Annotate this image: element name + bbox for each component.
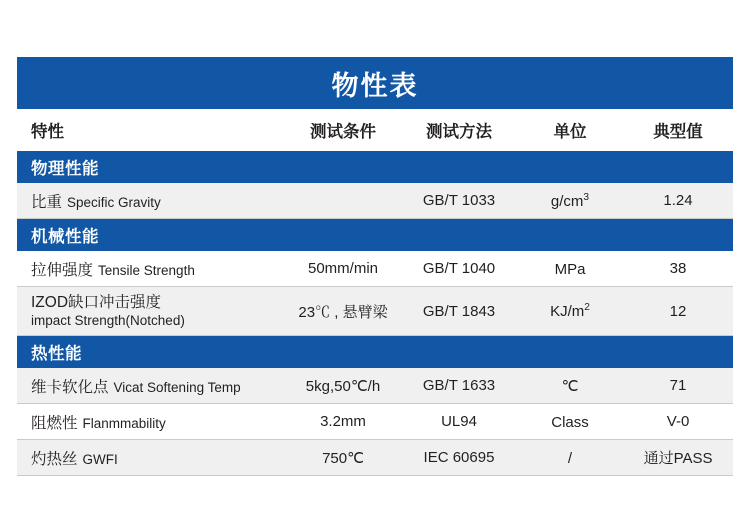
row-method: GB/T 1633 <box>401 368 517 404</box>
unit-text: MPa <box>554 260 586 278</box>
column-header-typical: 典型值 <box>623 109 733 151</box>
row-property-name <box>17 440 285 476</box>
row-method: IEC 60695 <box>401 440 517 476</box>
row-typical-value: V-0 <box>623 404 733 440</box>
row-unit <box>517 368 623 404</box>
row-property-name <box>17 251 285 287</box>
property-name-cn: 拉伸强度 <box>31 261 94 279</box>
row-unit <box>517 287 623 336</box>
section-header-mechanical <box>17 219 733 252</box>
table-container <box>17 57 733 476</box>
property-name-cn: IZOD缺口冲击强度 <box>31 293 162 311</box>
row-property-name <box>17 404 285 440</box>
row-condition: 50mm/min <box>285 251 401 287</box>
row-property-name <box>17 183 285 219</box>
row-unit <box>517 183 623 219</box>
unit-exponent: 3 <box>583 191 590 203</box>
table-row <box>17 251 733 287</box>
property-name-cn: 阻燃性 <box>31 414 78 432</box>
column-header-method: 测试方法 <box>401 109 517 151</box>
row-method: GB/T 1843 <box>401 287 517 336</box>
page-title: 物性表 <box>17 57 733 109</box>
unit-text: / <box>567 449 573 467</box>
row-typical-value: 38 <box>623 251 733 287</box>
row-typical-value: 71 <box>623 368 733 404</box>
property-name-cn: 比重 <box>31 193 63 211</box>
table-row <box>17 404 733 440</box>
property-name-cn: 维卡软化点 <box>31 378 109 396</box>
row-method: GB/T 1040 <box>401 251 517 287</box>
table-title-row <box>17 57 733 109</box>
unit-text: ℃ <box>561 377 579 395</box>
table-row <box>17 440 733 476</box>
property-name-en: impact Strength(Notched) <box>31 312 185 328</box>
row-condition <box>285 183 401 219</box>
row-condition: 3.2mm <box>285 404 401 440</box>
row-condition: 750℃ <box>285 440 401 476</box>
row-typical-value: 通过PASS <box>623 440 733 476</box>
section-label: 物理性能 <box>17 151 733 183</box>
row-typical-value: 1.24 <box>623 183 733 219</box>
unit-text: g/cm <box>550 192 584 210</box>
property-table <box>17 57 733 476</box>
row-property-name <box>17 368 285 404</box>
column-header-row <box>17 109 733 151</box>
section-label: 热性能 <box>17 336 733 369</box>
column-header-feature: 特性 <box>17 109 285 151</box>
row-condition: 23℃ , 悬臂梁 <box>285 287 401 336</box>
property-name-en: Specific Gravity <box>67 194 161 210</box>
unit-text: KJ/m <box>550 303 585 320</box>
row-property-name <box>17 287 285 336</box>
unit-exponent: 2 <box>584 302 590 313</box>
section-header-physical <box>17 151 733 183</box>
unit-text: Class <box>551 413 589 431</box>
row-condition: 5kg,50℃/h <box>285 368 401 404</box>
row-unit <box>517 440 623 476</box>
column-header-condition: 测试条件 <box>285 109 401 151</box>
property-name-cn: 灼热丝 <box>31 450 78 468</box>
row-method: UL94 <box>401 404 517 440</box>
property-name-en: Vicat Softening Temp <box>113 379 241 395</box>
property-name-en: Flanmmability <box>82 415 166 431</box>
column-header-unit: 单位 <box>517 109 623 151</box>
row-method: GB/T 1033 <box>401 183 517 219</box>
table-row <box>17 287 733 336</box>
property-name-en: Tensile Strength <box>98 262 195 278</box>
section-header-thermal <box>17 336 733 369</box>
section-label: 机械性能 <box>17 219 733 252</box>
table-row <box>17 183 733 219</box>
row-unit <box>517 251 623 287</box>
table-row <box>17 368 733 404</box>
row-typical-value: 12 <box>623 287 733 336</box>
row-unit <box>517 404 623 440</box>
property-name-en: GWFI <box>82 451 118 467</box>
